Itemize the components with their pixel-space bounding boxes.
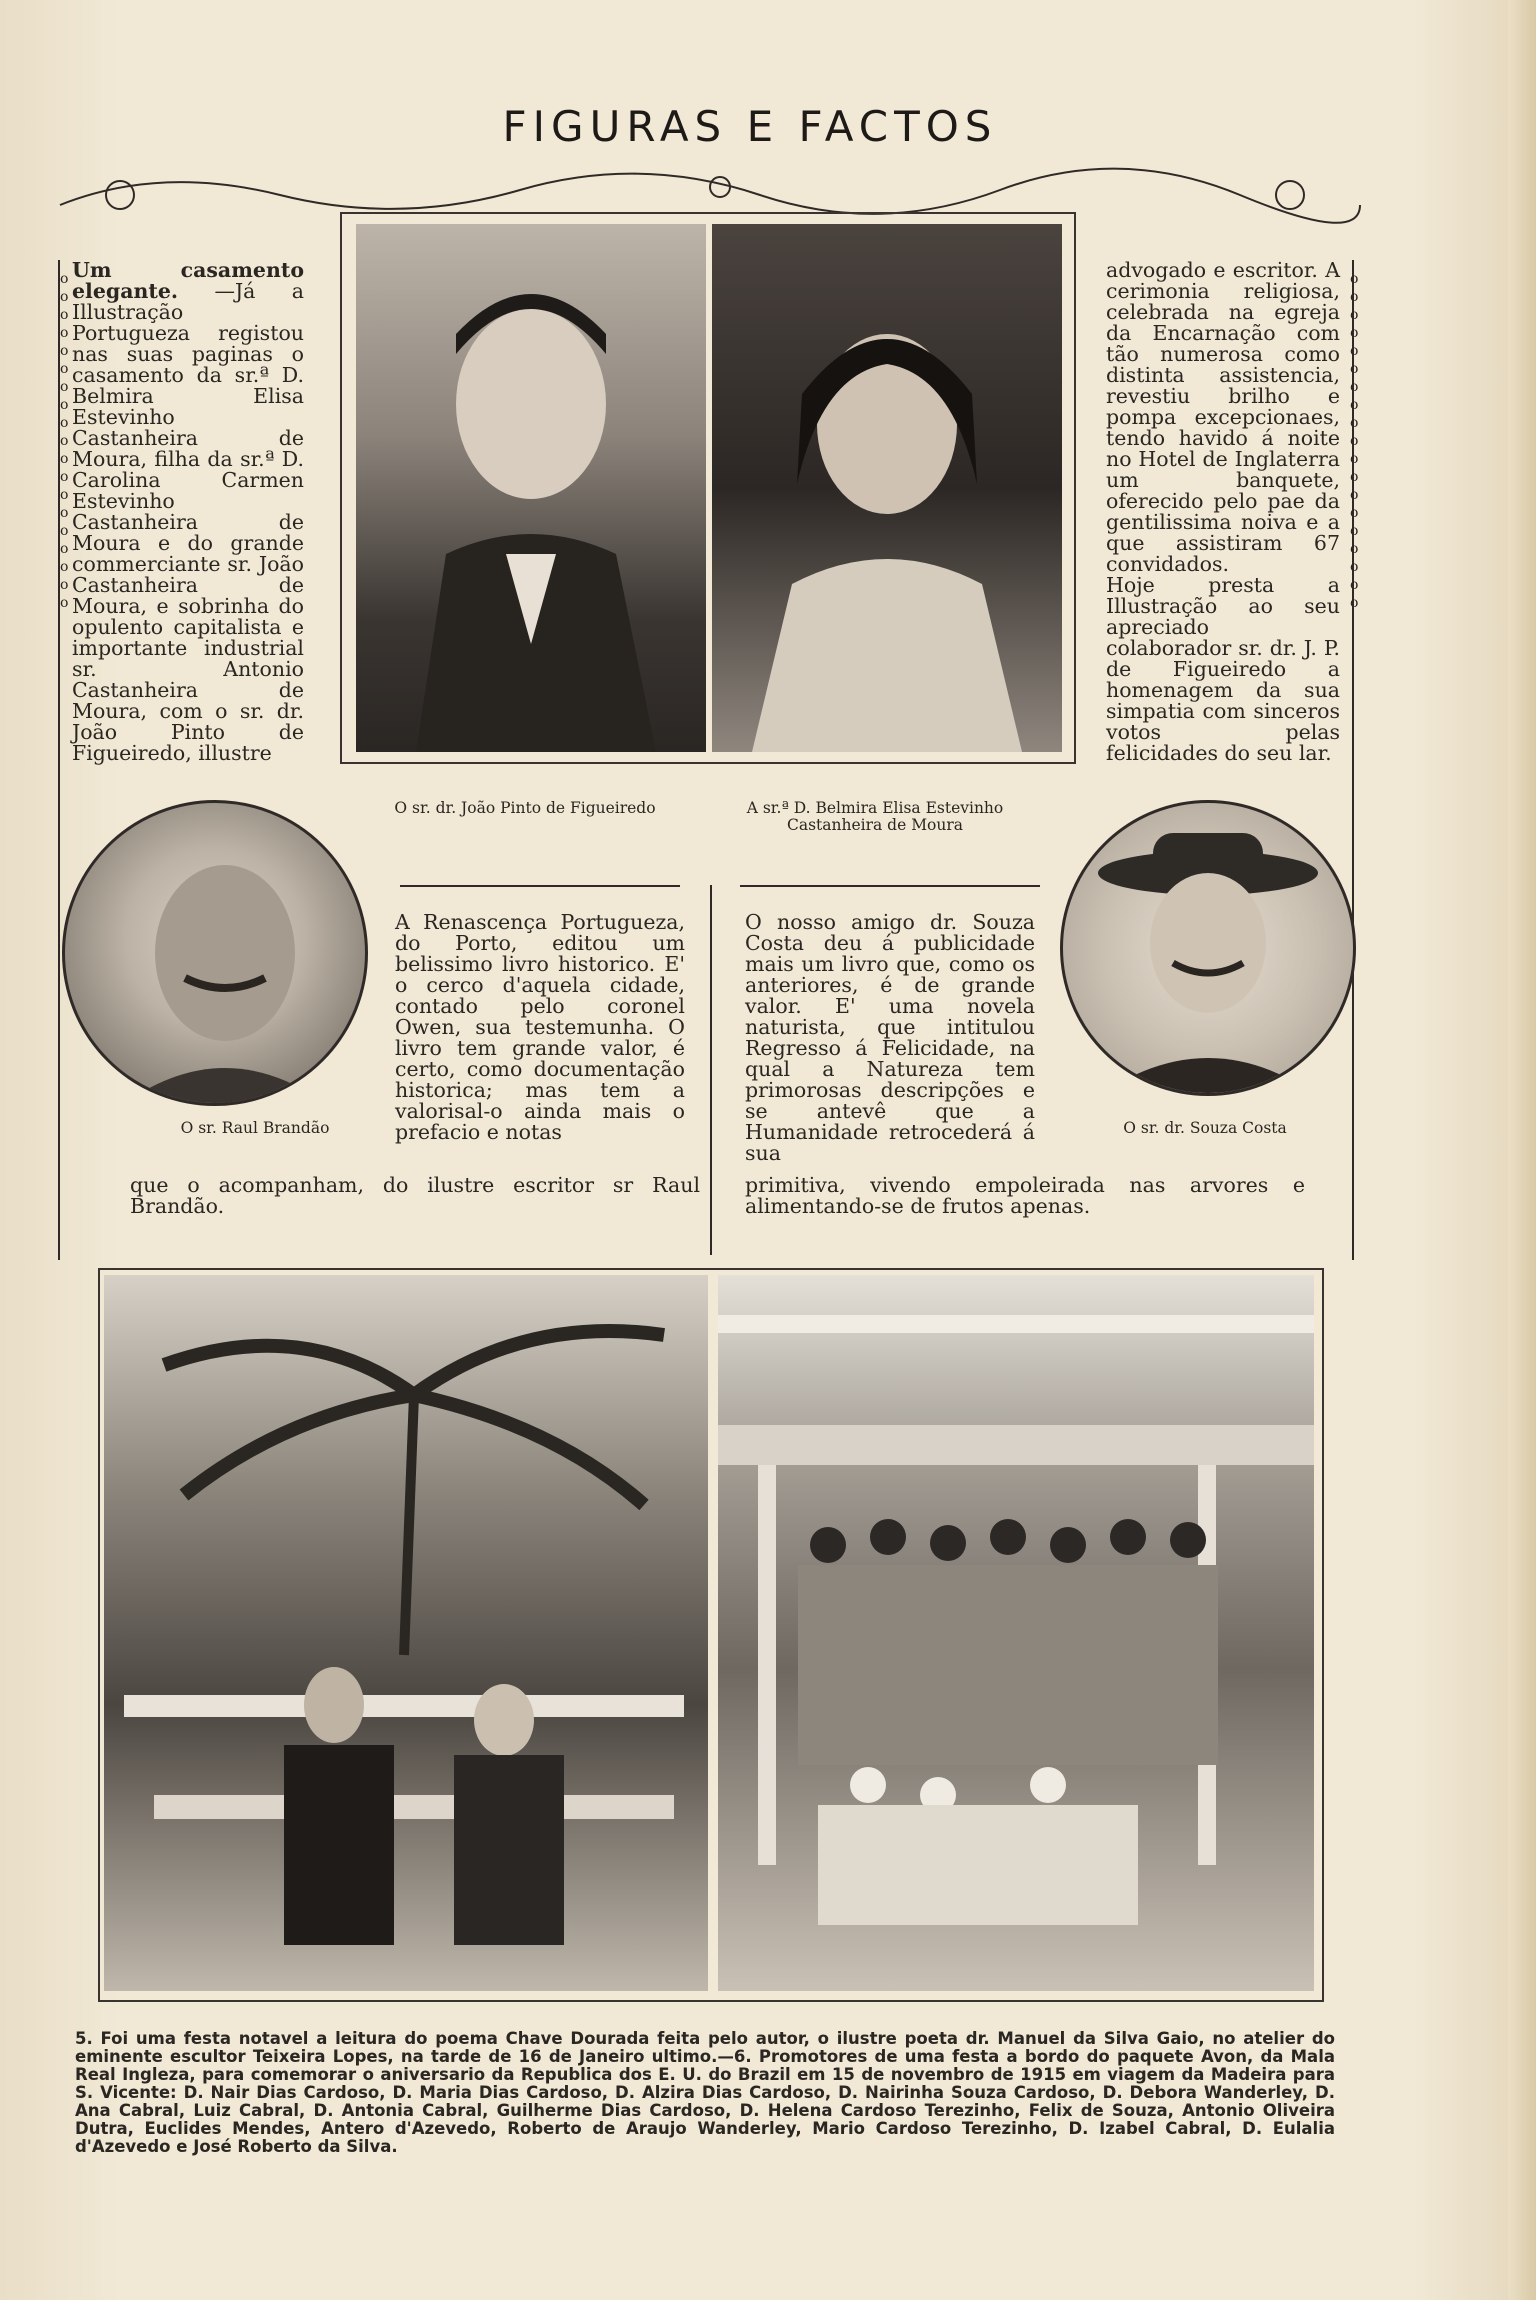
wedding-text-left: [72, 260, 304, 764]
brandao-caption: O sr. Raul Brandão: [180, 1119, 330, 1137]
atelier-scene: [104, 1275, 708, 1991]
renascenca-text-end: [130, 1175, 700, 1217]
books-divider-right: [740, 885, 1040, 887]
groom-caption: O sr. dr. João Pinto de Figueiredo: [394, 799, 656, 817]
left-dot-border: o o o o o o o o o o o o o o o o o o o: [60, 271, 69, 611]
renascenca-body: A Renascença Portugueza, do Porto, editou um belissimo livro historico. E' o cerco d'aquela cidade, contado pelo coronel Owen, sua testemunha. O livro tem grande valor, é certo, como documentação historica; mas tem a valorisal-o ainda mais o prefacio e notas: [395, 910, 685, 1144]
wedding-text-right: [1106, 260, 1340, 764]
souza-book-text: [745, 912, 1035, 1164]
souza-portrait: [1060, 800, 1356, 1096]
bride-portrait: [712, 224, 1062, 752]
souza-book-body: O nosso amigo dr. Souza Costa deu á publicidade mais um livro que, como os anteriores, é de grande valor. E' uma novela naturista, que intitulou Regresso á Felicidade, na qual a Natureza tem primorosas descripções e se antevê que a Humanidade retrocederá á sua: [745, 910, 1035, 1165]
page-title: FIGURAS E FACTOS: [502, 102, 998, 151]
brandao-portrait: [62, 800, 368, 1106]
ship-deck-scene: [718, 1275, 1314, 1991]
brandao-figure: [65, 803, 365, 1103]
books-divider-left: [400, 885, 680, 887]
right-dot-border: o o o o o o o o o o o o o o o o o o o: [1350, 271, 1359, 611]
bride-figure: [712, 224, 1062, 752]
page-edge: [1508, 0, 1536, 2300]
souza-caption: O sr. dr. Souza Costa: [1123, 1119, 1287, 1137]
bottom-caption: 5. Foi uma festa notavel a leitura do poema Chave Dourada feita pelo autor, o ilustre poeta dr. Manuel da Silva Gaio, no atelier do eminente escultor Teixeira Lopes, na tarde de 16 de Janeiro ultimo.—6. Promotores de uma festa a bordo do paquete Avon, da Mala Real Ingleza, para comemorar o aniversario da Republica dos E. U. do Brazil em 15 de novembro de 1915 em viagem da Madeira para S. Vicente: D. Nair Dias Cardoso, D. Maria Dias Cardoso, D. Alzira Dias Cardoso, D. Nairinha Souza Cardoso, D. Debora Wanderley, D. Ana Cabral, Luiz Cabral, D. Antonia Cabral, Guilherme Dias Cardoso, D. Helena Cardoso Terezinho, Felix de Souza, Antonio Oliveira Dutra, Euclides Mendes, Antero d'Azevedo, Roberto de Araujo Wanderley, Mario Cardoso Terezinho, D. Izabel Cabral, D. Eulalia d'Azevedo e José Roberto da Silva.: [75, 2029, 1335, 2156]
groom-figure: [356, 224, 706, 752]
souza-figure: [1063, 803, 1353, 1093]
wedding-body-right-2: Hoje presta a Illustração ao seu apreciado colaborador sr. dr. J. P. de Figueiredo a homenagem da sua simpatia com sinceros votos pelas felicidades do seu lar.: [1106, 573, 1340, 765]
renascenca-text: [395, 912, 685, 1143]
avon-ship-photo: [718, 1275, 1314, 1991]
souza-book-text-end: [745, 1175, 1305, 1217]
wedding-body-left: —Já a Illustração Portugueza registou nas suas paginas o casamento da sr.ª D. Belmira Elisa Estevinho Castanheira de Moura, filha da sr.ª D. Carolina Carmen Estevinho Castanheira de Moura e do grande commerciante sr. João Castanheira de Moura, e sobrinha do opulento capitalista e importante industrial sr. Antonio Castanheira de Moura, com o sr. dr. João Pinto de Figueiredo, illustre: [72, 279, 304, 765]
bride-caption: A sr.ª D. Belmira Elisa Estevinho Castanheira de Moura: [746, 799, 1004, 834]
wedding-body-right: advogado e escritor. A cerimonia religiosa, celebrada na egreja da Encarnação com tão numerosa como distinta assistencia, revestiu brilho e pompa excepcionaes, tendo havido á noite no Hotel de Inglaterra um banquete, oferecido pelo pae da gentilissima noiva e a que assistiram 67 convidados.: [1106, 258, 1340, 576]
groom-portrait: [356, 224, 706, 752]
wedding-heading: Um casamento elegante.: [72, 258, 304, 303]
books-column-divider: [710, 885, 712, 1255]
souza-book-body-end: primitiva, vivendo empoleirada nas arvores e alimentando-se de frutos apenas.: [745, 1173, 1305, 1218]
renascenca-body-end: que o acompanham, do ilustre escritor sr Raul Brandão.: [130, 1173, 700, 1218]
atelier-photo: [104, 1275, 708, 1991]
